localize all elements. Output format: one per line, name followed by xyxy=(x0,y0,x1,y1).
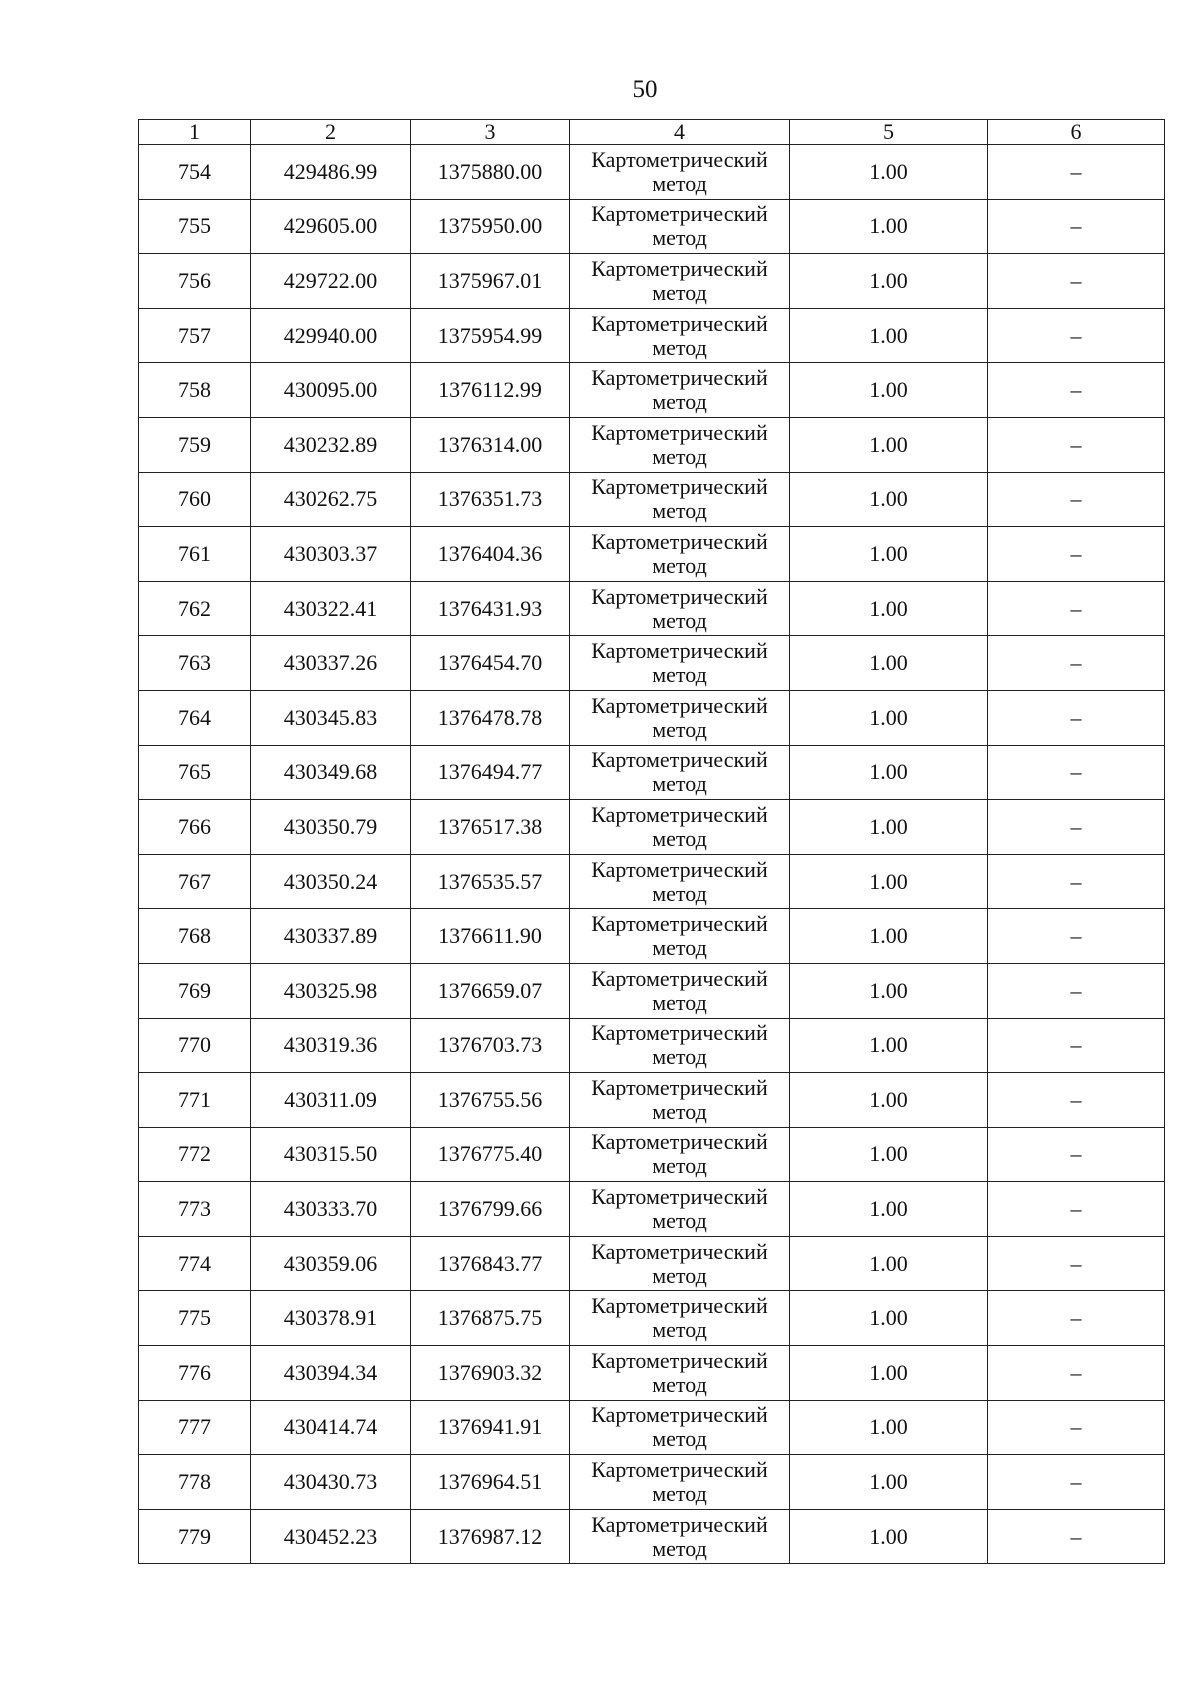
method-cell: Картометрический метод xyxy=(570,1291,790,1346)
y-coordinate-cell: 1375954.99 xyxy=(411,308,570,363)
note-cell: – xyxy=(988,145,1165,200)
accuracy-cell: 1.00 xyxy=(790,527,988,582)
point-number-cell: 760 xyxy=(139,472,251,527)
y-coordinate-cell: 1376755.56 xyxy=(411,1073,570,1128)
table-row xyxy=(139,254,1165,309)
accuracy-cell: 1.00 xyxy=(790,909,988,964)
note-cell: – xyxy=(988,909,1165,964)
method-cell: Картометрический метод xyxy=(570,1400,790,1455)
point-number-cell: 754 xyxy=(139,145,251,200)
accuracy-cell: 1.00 xyxy=(790,1455,988,1510)
point-number-cell: 767 xyxy=(139,854,251,909)
x-coordinate-cell: 430325.98 xyxy=(251,963,411,1018)
point-number-cell: 776 xyxy=(139,1346,251,1401)
x-coordinate-cell: 430350.79 xyxy=(251,800,411,855)
x-coordinate-cell: 430322.41 xyxy=(251,581,411,636)
accuracy-cell: 1.00 xyxy=(790,199,988,254)
point-number-cell: 774 xyxy=(139,1236,251,1291)
method-cell: Картометрический метод xyxy=(570,1509,790,1564)
method-cell: Картометрический метод xyxy=(570,636,790,691)
y-coordinate-cell: 1376964.51 xyxy=(411,1455,570,1510)
method-cell: Картометрический метод xyxy=(570,1073,790,1128)
x-coordinate-cell: 430378.91 xyxy=(251,1291,411,1346)
table-row xyxy=(139,1455,1165,1510)
x-coordinate-cell: 430315.50 xyxy=(251,1127,411,1182)
x-coordinate-cell: 430095.00 xyxy=(251,363,411,418)
table-row xyxy=(139,1182,1165,1237)
y-coordinate-cell: 1376987.12 xyxy=(411,1509,570,1564)
table-row xyxy=(139,745,1165,800)
method-cell: Картометрический метод xyxy=(570,1127,790,1182)
point-number-cell: 773 xyxy=(139,1182,251,1237)
y-coordinate-cell: 1376535.57 xyxy=(411,854,570,909)
note-cell: – xyxy=(988,1127,1165,1182)
method-cell: Картометрический метод xyxy=(570,800,790,855)
method-cell: Картометрический метод xyxy=(570,527,790,582)
x-coordinate-cell: 430394.34 xyxy=(251,1346,411,1401)
note-cell: – xyxy=(988,254,1165,309)
accuracy-cell: 1.00 xyxy=(790,854,988,909)
table-row xyxy=(139,1509,1165,1564)
x-coordinate-cell: 429605.00 xyxy=(251,199,411,254)
x-coordinate-cell: 430350.24 xyxy=(251,854,411,909)
y-coordinate-cell: 1376903.32 xyxy=(411,1346,570,1401)
x-coordinate-cell: 430311.09 xyxy=(251,1073,411,1128)
accuracy-cell: 1.00 xyxy=(790,690,988,745)
x-coordinate-cell: 430430.73 xyxy=(251,1455,411,1510)
note-cell: – xyxy=(988,1018,1165,1073)
method-cell: Картометрический метод xyxy=(570,199,790,254)
y-coordinate-cell: 1376494.77 xyxy=(411,745,570,800)
point-number-cell: 778 xyxy=(139,1455,251,1510)
y-coordinate-cell: 1376775.40 xyxy=(411,1127,570,1182)
point-number-cell: 762 xyxy=(139,581,251,636)
method-cell: Картометрический метод xyxy=(570,854,790,909)
x-coordinate-cell: 429486.99 xyxy=(251,145,411,200)
point-number-cell: 763 xyxy=(139,636,251,691)
point-number-cell: 761 xyxy=(139,527,251,582)
method-cell: Картометрический метод xyxy=(570,581,790,636)
point-number-cell: 768 xyxy=(139,909,251,964)
y-coordinate-cell: 1376941.91 xyxy=(411,1400,570,1455)
note-cell: – xyxy=(988,800,1165,855)
accuracy-cell: 1.00 xyxy=(790,1400,988,1455)
method-cell: Картометрический метод xyxy=(570,254,790,309)
accuracy-cell: 1.00 xyxy=(790,254,988,309)
note-cell: – xyxy=(988,1291,1165,1346)
point-number-cell: 770 xyxy=(139,1018,251,1073)
method-cell: Картометрический метод xyxy=(570,1236,790,1291)
accuracy-cell: 1.00 xyxy=(790,145,988,200)
y-coordinate-cell: 1376875.75 xyxy=(411,1291,570,1346)
x-coordinate-cell: 429940.00 xyxy=(251,308,411,363)
note-cell: – xyxy=(988,745,1165,800)
accuracy-cell: 1.00 xyxy=(790,308,988,363)
table-header-row xyxy=(139,120,1165,145)
y-coordinate-cell: 1375967.01 xyxy=(411,254,570,309)
y-coordinate-cell: 1376478.78 xyxy=(411,690,570,745)
accuracy-cell: 1.00 xyxy=(790,1127,988,1182)
method-cell: Картометрический метод xyxy=(570,1018,790,1073)
table-row xyxy=(139,1018,1165,1073)
y-coordinate-cell: 1376843.77 xyxy=(411,1236,570,1291)
table-row xyxy=(139,1400,1165,1455)
method-cell: Картометрический метод xyxy=(570,363,790,418)
y-coordinate-cell: 1376314.00 xyxy=(411,417,570,472)
accuracy-cell: 1.00 xyxy=(790,1236,988,1291)
note-cell: – xyxy=(988,854,1165,909)
method-cell: Картометрический метод xyxy=(570,145,790,200)
accuracy-cell: 1.00 xyxy=(790,1182,988,1237)
table-row xyxy=(139,1127,1165,1182)
y-coordinate-cell: 1376703.73 xyxy=(411,1018,570,1073)
table-body xyxy=(139,145,1165,1564)
table-row xyxy=(139,690,1165,745)
accuracy-cell: 1.00 xyxy=(790,745,988,800)
note-cell: – xyxy=(988,1400,1165,1455)
table-row xyxy=(139,581,1165,636)
x-coordinate-cell: 430319.36 xyxy=(251,1018,411,1073)
table-row xyxy=(139,1291,1165,1346)
accuracy-cell: 1.00 xyxy=(790,1018,988,1073)
x-coordinate-cell: 430333.70 xyxy=(251,1182,411,1237)
point-number-cell: 759 xyxy=(139,417,251,472)
y-coordinate-cell: 1376659.07 xyxy=(411,963,570,1018)
table-row xyxy=(139,417,1165,472)
point-number-cell: 775 xyxy=(139,1291,251,1346)
column-header: 2 xyxy=(251,120,411,145)
x-coordinate-cell: 430303.37 xyxy=(251,527,411,582)
accuracy-cell: 1.00 xyxy=(790,1509,988,1564)
column-header: 1 xyxy=(139,120,251,145)
y-coordinate-cell: 1376112.99 xyxy=(411,363,570,418)
column-header: 3 xyxy=(411,120,570,145)
note-cell: – xyxy=(988,363,1165,418)
accuracy-cell: 1.00 xyxy=(790,1346,988,1401)
note-cell: – xyxy=(988,527,1165,582)
point-number-cell: 766 xyxy=(139,800,251,855)
x-coordinate-cell: 430232.89 xyxy=(251,417,411,472)
note-cell: – xyxy=(988,308,1165,363)
point-number-cell: 764 xyxy=(139,690,251,745)
table-row xyxy=(139,363,1165,418)
y-coordinate-cell: 1376404.36 xyxy=(411,527,570,582)
x-coordinate-cell: 430359.06 xyxy=(251,1236,411,1291)
note-cell: – xyxy=(988,472,1165,527)
point-number-cell: 755 xyxy=(139,199,251,254)
method-cell: Картометрический метод xyxy=(570,909,790,964)
point-number-cell: 765 xyxy=(139,745,251,800)
note-cell: – xyxy=(988,1346,1165,1401)
note-cell: – xyxy=(988,690,1165,745)
accuracy-cell: 1.00 xyxy=(790,1291,988,1346)
point-number-cell: 757 xyxy=(139,308,251,363)
y-coordinate-cell: 1376351.73 xyxy=(411,472,570,527)
y-coordinate-cell: 1375950.00 xyxy=(411,199,570,254)
note-cell: – xyxy=(988,581,1165,636)
table-row xyxy=(139,1346,1165,1401)
note-cell: – xyxy=(988,636,1165,691)
x-coordinate-cell: 430345.83 xyxy=(251,690,411,745)
accuracy-cell: 1.00 xyxy=(790,472,988,527)
accuracy-cell: 1.00 xyxy=(790,417,988,472)
table-row xyxy=(139,636,1165,691)
accuracy-cell: 1.00 xyxy=(790,800,988,855)
table-row xyxy=(139,145,1165,200)
method-cell: Картометрический метод xyxy=(570,690,790,745)
note-cell: – xyxy=(988,1073,1165,1128)
coordinates-table xyxy=(138,119,1165,1564)
table-row xyxy=(139,308,1165,363)
x-coordinate-cell: 430337.89 xyxy=(251,909,411,964)
note-cell: – xyxy=(988,1182,1165,1237)
table-row xyxy=(139,854,1165,909)
column-header: 6 xyxy=(988,120,1165,145)
table-row xyxy=(139,1073,1165,1128)
point-number-cell: 771 xyxy=(139,1073,251,1128)
x-coordinate-cell: 429722.00 xyxy=(251,254,411,309)
table-row xyxy=(139,909,1165,964)
y-coordinate-cell: 1376431.93 xyxy=(411,581,570,636)
method-cell: Картометрический метод xyxy=(570,963,790,1018)
table-row xyxy=(139,800,1165,855)
method-cell: Картометрический метод xyxy=(570,1182,790,1237)
method-cell: Картометрический метод xyxy=(570,745,790,800)
accuracy-cell: 1.00 xyxy=(790,581,988,636)
point-number-cell: 756 xyxy=(139,254,251,309)
point-number-cell: 758 xyxy=(139,363,251,418)
note-cell: – xyxy=(988,1455,1165,1510)
x-coordinate-cell: 430337.26 xyxy=(251,636,411,691)
table-row xyxy=(139,963,1165,1018)
note-cell: – xyxy=(988,963,1165,1018)
y-coordinate-cell: 1376517.38 xyxy=(411,800,570,855)
accuracy-cell: 1.00 xyxy=(790,363,988,418)
table-row xyxy=(139,472,1165,527)
note-cell: – xyxy=(988,1509,1165,1564)
column-header: 4 xyxy=(570,120,790,145)
x-coordinate-cell: 430262.75 xyxy=(251,472,411,527)
y-coordinate-cell: 1375880.00 xyxy=(411,145,570,200)
note-cell: – xyxy=(988,417,1165,472)
point-number-cell: 769 xyxy=(139,963,251,1018)
y-coordinate-cell: 1376454.70 xyxy=(411,636,570,691)
method-cell: Картометрический метод xyxy=(570,1455,790,1510)
table-row xyxy=(139,1236,1165,1291)
method-cell: Картометрический метод xyxy=(570,472,790,527)
x-coordinate-cell: 430414.74 xyxy=(251,1400,411,1455)
x-coordinate-cell: 430349.68 xyxy=(251,745,411,800)
page-number: 50 xyxy=(632,76,658,103)
note-cell: – xyxy=(988,1236,1165,1291)
y-coordinate-cell: 1376611.90 xyxy=(411,909,570,964)
accuracy-cell: 1.00 xyxy=(790,963,988,1018)
table-row xyxy=(139,527,1165,582)
point-number-cell: 779 xyxy=(139,1509,251,1564)
method-cell: Картометрический метод xyxy=(570,1346,790,1401)
accuracy-cell: 1.00 xyxy=(790,636,988,691)
note-cell: – xyxy=(988,199,1165,254)
x-coordinate-cell: 430452.23 xyxy=(251,1509,411,1564)
y-coordinate-cell: 1376799.66 xyxy=(411,1182,570,1237)
method-cell: Картометрический метод xyxy=(570,308,790,363)
point-number-cell: 777 xyxy=(139,1400,251,1455)
column-header: 5 xyxy=(790,120,988,145)
point-number-cell: 772 xyxy=(139,1127,251,1182)
table-row xyxy=(139,199,1165,254)
method-cell: Картометрический метод xyxy=(570,417,790,472)
accuracy-cell: 1.00 xyxy=(790,1073,988,1128)
